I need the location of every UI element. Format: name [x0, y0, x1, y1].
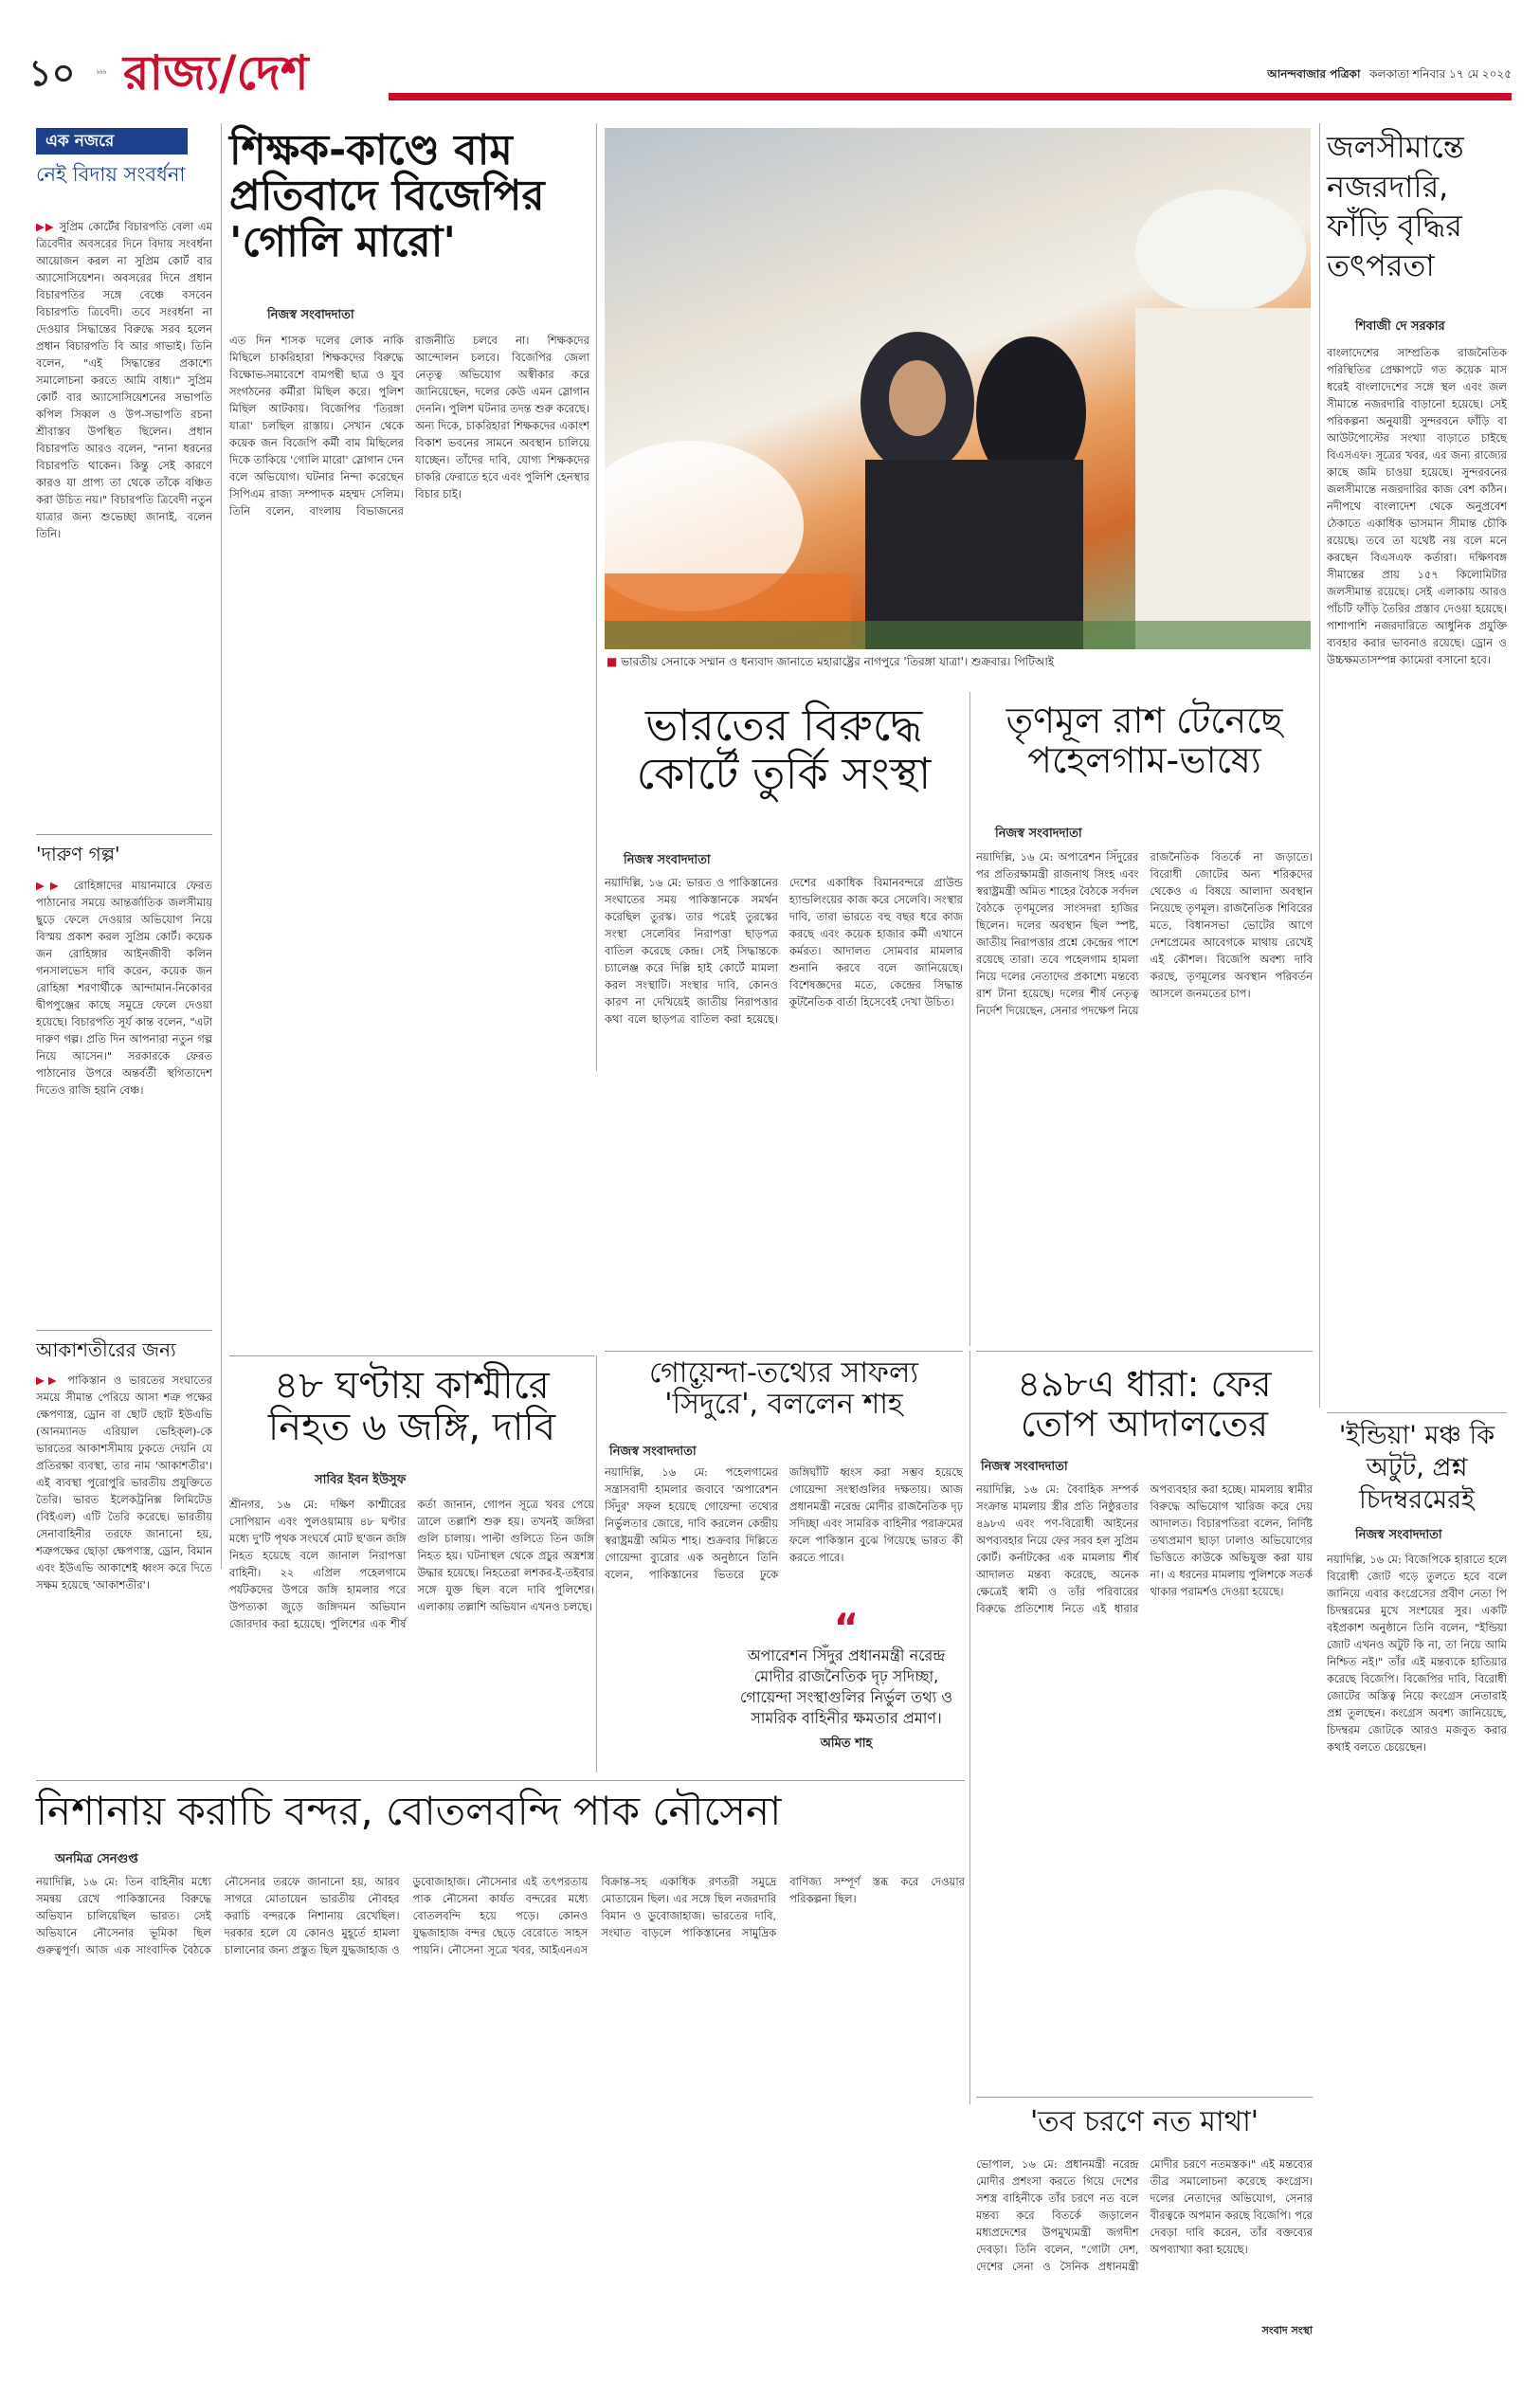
story-498a — [976, 1365, 1313, 1782]
story-headline: ৪৮ ঘণ্টায় কাশ্মীরে নিহত ৬ জঙ্গি, দাবি — [267, 1364, 556, 1449]
sidebar-item1-body — [36, 218, 212, 825]
story-headline: 'ইন্ডিয়া' মঞ্চ কি অটুট, প্রশ্ন চিদম্বরমেরই — [1338, 1421, 1495, 1515]
sidebar-item3-title: আকাশতীরের জন্য — [36, 1338, 176, 1361]
story-body: নয়াদিল্লি, ১৬ মে: বৈবাহিক সম্পর্ক সংক্রান্ত মামলায় স্ত্রীর প্রতি নিষ্ঠুরতার ৪৯৮এ এবং পণ-বিরোধী আইনের অপব্যবহার নিয়ে ফের সরব হল সুপ্রিম কোর্ট। কর্নাটকের এক মামলায় শীর্ষ আদালত মন্তব্য করেছে, অনেক ক্ষেত্রেই স্বামী ও তাঁর পরিবারের বিরুদ্ধে প্রতিশোধ নিতে এই ধারার অপব্যবহার করা হচ্ছে। মামলায় স্বামীর বিরুদ্ধে অভিযোগ খারিজ করে দেয় আদালত। বিচারপতিরা বলেন, নির্দিষ্ট তথ্যপ্রমাণ ছাড়া ঢালাও অভিযোগের ভিত্তিতে কাউকে অভিযুক্ত করা যায় না। এ ধরনের মামলায় পুলিশকে সতর্ক থাকার পরামর্শও দেওয়া হয়েছে। — [976, 1482, 1313, 1615]
divider — [976, 1351, 1313, 1352]
story-modi — [976, 2106, 1313, 2343]
divider — [36, 1780, 965, 1781]
column-rule — [969, 692, 970, 1346]
story-tmc — [976, 692, 1313, 1346]
column-rule — [596, 123, 597, 1071]
date-line-box — [1267, 66, 1512, 85]
pullquote-text: অপারেশন সিঁদুর প্রধানমন্ত্রী নরেন্দ্র মোদীর রাজনৈতিক দৃঢ় সদিচ্ছা, গোয়েন্দা সংস্থাগুলির নির্ভুল তথ্য ও সামরিক বাহিনীর ক্ষমতার প্রমাণ। — [739, 1646, 953, 1727]
story-body: এত দিন শাসক দলের লোক নাকি মিছিলে চাকরিহারা শিক্ষকদের বিরুদ্ধে বিক্ষোভ-সমাবেশে বামপন্থী ছাত্র ও যুব সংগঠনের কর্মীরা মিছিল করে। পুলিশ মিছিল আটকায়। বিজেপির 'তিরঙ্গা যাত্রা' চলছিল রাস্তায়। সেখান থেকে কয়েক জন বিজেপি কর্মী বাম মিছিলের দিকে তাকিয়ে 'গোলি মারো' স্লোগান দেন বলে অভিযোগ। ঘটনার নিন্দা করেছেন সিপিএম রাজ্য সম্পাদক মহম্মদ সেলিম। তিনি বলেন, বাংলায় বিভাজনের রাজনীতি চলবে না। শিক্ষকদের আন্দোলন চলবে। বিজেপির জেলা নেতৃত্ব অভিযোগ অস্বীকার করে জানিয়েছেন, দলের কেউ এমন স্লোগান দেননি। পুলিশ ঘটনার তদন্ত শুরু করেছে। অন্য দিকে, চাকরিহারা শিক্ষকদের একাংশ বিকাশ ভবনের সামনে অবস্থান চালিয়ে যাচ্ছেন। তাঁদের দাবি, যোগ্য শিক্ষকদের চাকরি ফেরাতে হবে এবং পুলিশি হেনস্থার বিচার চাই। — [229, 334, 589, 518]
sidebar-item1-title: নেই বিদায় সংবর্ধনা — [36, 163, 186, 186]
photo-caption — [607, 654, 1308, 673]
column-rule — [596, 1355, 597, 1773]
story-kashmir — [229, 1365, 594, 1773]
story-karachi — [36, 1790, 965, 2339]
pullquote-attribution: অমিত শাহ — [820, 1736, 873, 1751]
divider — [229, 1355, 594, 1356]
story-headline: শিক্ষক-কাণ্ডে বাম প্রতিবাদে বিজেপির 'গোলি মারো' — [229, 126, 545, 266]
rally-photo — [605, 128, 1311, 649]
story-byline: সাবির ইবন ইউসুফ — [315, 1473, 407, 1487]
story-body: ভোপাল, ১৬ মে: প্রধানমন্ত্রী নরেন্দ্র মোদীর প্রশংসা করতে গিয়ে দেশের সশস্ত্র বাহিনীকে তাঁর চরণে নত বলে মন্তব্য করে বিতর্কে জড়ালেন মধ্যপ্রদেশের উপমুখ্যমন্ত্রী জগদীশ দেবড়া। তিনি বলেন, "গোটা দেশ, দেশের সেনা ও সৈনিক প্রধানমন্ত্রী মোদীর চরণে নতমস্তক।" এই মন্তব্যের তীব্র সমালোচনা করেছে কংগ্রেস। দলের নেতাদের অভিযোগ, সেনার বীরত্বকে অপমান করছে বিজেপি। পরে দেবড়া দাবি করেন, তাঁর বক্তব্যের অপব্যাখ্যা করা হয়েছে। — [976, 2157, 1313, 2273]
story-headline: নিশানায় করাচি বন্দর, বোতলবন্দি পাক নৌসেনা — [36, 1788, 782, 1834]
sidebar — [36, 128, 212, 1591]
story-body: বাংলাদেশের সাম্প্রতিক রাজনৈতিক পরিস্থিতির প্রেক্ষাপটে গত কয়েক মাস ধরেই বাংলাদেশের সঙ্গে স্থল এবং জল সীমান্তে নজরদারি বাড়ানো হয়েছে। সেই পরিকল্পনা অনুযায়ী সুন্দরবনে ফাঁড়ি বা আউটপোস্টের সংখ্যা বাড়াতে চাইছে বিএসএফ। সূত্রের খবর, এর জন্য রাজ্যের কাছে জমি চাওয়া হয়েছে। সুন্দরবনের জলসীমান্তে নজরদারির কাজ বেশ কঠিন। নদীপথে বাংলাদেশ থেকে অনুপ্রবেশ ঠেকাতে একাধিক ভাসমান সীমান্ত চৌকি রয়েছে। তবে তা যথেষ্ট নয় বলে মনে করছেন বিএসএফ কর্তারা। দক্ষিণবঙ্গ সীমান্তের প্রায় ১৫৭ কিলোমিটার জলসীমান্ত রয়েছে। সেই এলাকায় আরও পাঁচটি ফাঁড়ি তৈরির প্রস্তাব দেওয়া হয়েছে। পাশাপাশি নজরদারিতে আধুনিক প্রযুক্তি ব্যবহার করার ভাবনাও রয়েছে। ড্রোন ও উচ্চক্ষমতাসম্পন্ন ক্যামেরা বসানো হবে। — [1327, 346, 1507, 666]
sidebar-item2-title: 'দারুণ গল্প' — [36, 843, 120, 865]
sidebar-item1-text: সুপ্রিম কোর্টের বিচারপতি বেলা এম ত্রিবেদীর অবসরের দিনে বিদায় সংবর্ধনা আয়োজন করল না সুপ্রিম কোর্ট বার অ্যাসোসিয়েশন। অবসরের দিনে প্রধান বিচারপতির সঙ্গে বেঞ্চে বসবেন বিচারপতি ত্রিবেদী। তবে সংবর্ধনা না দেওয়ার সিদ্ধান্তের বিরুদ্ধে সরব হলেন প্রধান বিচারপতি বি আর গাভাই। তিনি বলেন, "এই সিদ্ধান্তের প্রকাশ্যে সমালোচনা করতে আমি বাধ্য।" সুপ্রিম কোর্ট বার অ্যাসোসিয়েশনের সভাপতি কপিল সিব্বল ও উপ-সভাপতি রচনা শ্রীবাস্তব উপস্থিত ছিলেন। প্রধান বিচারপতি আরও বলেন, "নানা ধরনের বিচারপতি থাকেন। কিন্তু সেই কারণে কারও যা প্রাপ্য তা থেকে তাঁকে বঞ্চিত করা উচিত নয়।" বিচারপতি ত্রিবেদী নতুন যাত্রার জন্য শুভেচ্ছা জানাই, বলেন তিনি। — [36, 220, 212, 540]
sidebar-item2-body — [36, 877, 212, 1322]
divider — [36, 1330, 212, 1331]
masthead — [28, 38, 1512, 104]
story-india-bloc — [1327, 1420, 1507, 2292]
story-headline: জলসীমান্তে নজরদারি, ফাঁড়ি বৃদ্ধির তৎপরতা — [1327, 129, 1464, 283]
story-byline: নিজস্ব সংবাদদাতা — [267, 308, 354, 322]
date-line: কলকাতা শনিবার ১৭ মে ২০২৫ — [1369, 67, 1512, 81]
story-headline: গোয়েন্দা-তথ্যের সাফল্য 'সিঁদুরে', বললেন শাহ — [648, 1356, 919, 1421]
story-body: নয়াদিল্লি, ১৬ মে: অপারেশন সিঁদুরের পর প্রতিরক্ষামন্ত্রী রাজনাথ সিংহ এবং স্বরাষ্ট্রমন্ত্রী অমিত শাহের বৈঠকে সর্বদল বৈঠকে তৃণমূলের সাংসদরা হাজির ছিলেন। দলের অবস্থান ছিল স্পষ্ট, জাতীয় নিরাপত্তার প্রশ্নে কেন্দ্রের পাশে রয়েছে তারা। তবে পহেলগাম হামলা নিয়ে দলের নেতাদের প্রকাশ্যে মন্তব্যে রাশ টানা হয়েছে। দলের শীর্ষ নেতৃত্ব নির্দেশ দিয়েছেন, সেনার পদক্ষেপ নিয়ে রাজনৈতিক বিতর্কে না জড়াতে। বিরোধী জোটের অন্য শরিকদের থেকেও এ বিষয়ে আলাদা অবস্থান নিয়েছে তৃণমূল। রাজনৈতিক শিবিরের মতে, বিধানসভা ভোটের আগে দেশপ্রেমের আবেগকে মাথায় রেখেই এই কৌশল। বিজেপি অবশ্য দাবি করছে, তৃণমূলের অবস্থান পরিবর্তন আসলে জনমতের চাপ। — [976, 850, 1313, 1017]
divider — [36, 834, 212, 835]
column-rule — [1319, 123, 1320, 1408]
story-byline: শিবাজী দে সরকার — [1355, 319, 1445, 334]
story-byline: নিজস্ব সংবাদদাতা — [995, 827, 1082, 841]
bullet-icon: ▶▶ — [36, 1373, 61, 1387]
photo-illustration — [605, 128, 1311, 649]
bullet-icon: ▶▶ — [36, 220, 55, 233]
divider — [1327, 1412, 1507, 1413]
pullquote — [737, 1607, 955, 1773]
story-headline: 'তব চরণে নত মাথা' — [1029, 2105, 1259, 2138]
divider — [605, 1351, 963, 1352]
story-body: শ্রীনগর, ১৬ মে: দক্ষিণ কাশ্মীরের সোপিয়ান এবং পুলওয়ামায় ৪৮ ঘণ্টার মধ্যে দু'টি পৃথক সংঘর্ষে মোট ছ'জন জঙ্গি নিহত হয়েছে বলে জানাল নিরাপত্তা বাহিনী। ২২ এপ্রিল পহেলগামে পর্যটকদের উপরে জঙ্গি হামলার পরে উপত্যকা জুড়ে জঙ্গিদমন অভিযান জোরদার করা হয়েছে। পুলিশের এক শীর্ষ কর্তা জানান, গোপন সূত্রে খবর পেয়ে ত্রালে তল্লাশি শুরু হয়। তখনই জঙ্গিরা গুলি চালায়। পাল্টা গুলিতে তিন জঙ্গি নিহত হয়। ঘটনাস্থল থেকে প্রচুর অস্ত্রশস্ত্র উদ্ধার হয়েছে। নিহতেরা লশকর-ই-তইবার সঙ্গে যুক্ত ছিল বলে দাবি পুলিশের। এলাকায় তল্লাশি অভিযান এখনও চলছে। — [229, 1498, 594, 1630]
sidebar-tag: এক নজরে — [36, 128, 188, 155]
sidebar-item3-text: পাকিস্তান ও ভারতের সংঘাতের সময়ে সীমান্ত পেরিয়ে আসা শত্রু পক্ষের ক্ষেপণাস্ত্র, ড্রোন বা ছোট ছোট ইউএভি (আনম্যানড এরিয়াল ভেহিক্‌ল)-কে ভারতের আকাশসীমায় ঢুকতে দেয়নি যে প্রতিরক্ষা ব্যবস্থা, তার নাম 'আকাশতীর'। এই ব্যবস্থা পুরোপুরি ভারতীয় প্রযুক্তিতে তৈরি। ভারত ইলেকট্রনিক্স লিমিটেড (বিইএল) এটি তৈরি করেছে। ভারতীয় সেনাবাহিনীর তরফে জানানো হয়, শত্রুপক্ষের ছোড়া ক্ষেপণাস্ত্র, ড্রোন, বিমান এবং ইউএভি আকাশেই ধ্বংস করে দিতে সক্ষম হয়েছে 'আকাশতীর'। — [36, 1373, 212, 1591]
small-tag: ৳৳৳ — [97, 68, 107, 76]
story-sindoor — [605, 1357, 963, 1774]
column-rule — [221, 123, 222, 1569]
story-body: নয়াদিল্লি, ১৬ মে: বিজেপিকে হারাতে হলে বিরোধী জোট গড়ে তুলতে হবে বলে জানিয়ে এবার কংগ্রেসের প্রবীণ নেতা পি চিদম্বরমের মুখে সংশয়ের সুর। একটি বইপ্রকাশ অনুষ্ঠানে তিনি বলেন, "ইন্ডিয়া জোট এখনও অটুট কি না, তা নিয়ে আমি নিশ্চিত নই।" তাঁর এই মন্তব্যকে হাতিয়ার করেছে বিজেপি। বিজেপির দাবি, বিরোধী জোটের অস্তিত্ব নিয়ে কংগ্রেস নেতারাই প্রশ্ন তুলছেন। কংগ্রেস অবশ্য জানিয়েছে, চিদম্বরম জোটকে আরও মজবুত করার কথাই বলতে চেয়েছেন। — [1327, 1553, 1507, 1754]
story-byline: সংবাদ সংস্থা — [1261, 2324, 1313, 2337]
divider — [976, 2097, 1313, 2098]
story-bjp — [229, 128, 589, 1360]
sidebar-item3-body — [36, 1372, 212, 1646]
story-byline: অনমিত্র সেনগুপ্ত — [55, 1852, 138, 1866]
story-body: নয়াদিল্লি, ১৬ মে: তিন বাহিনীর মধ্যে সমন্বয় রেখে পাকিস্তানের বিরুদ্ধে অভিযান চালিয়েছিল ভারত। সেই অভিযানে নৌসেনার ভূমিকা ছিল গুরুত্বপূর্ণ। আজ এক সাংবাদিক বৈঠকে নৌসেনার তরফে জানানো হয়, আরব সাগরে মোতায়েন ভারতীয় নৌবহর করাচি বন্দরকে নিশানায় রেখেছিল। দরকার হলে যে কোনও মুহূর্তে হামলা চালানোর জন্য প্রস্তুত ছিল যুদ্ধজাহাজ ও ডুবোজাহাজ। নৌসেনার এই তৎপরতায় পাক নৌসেনা কার্যত বন্দরের মধ্যে বোতলবন্দি হয়ে পড়ে। কোনও যুদ্ধজাহাজ বন্দর ছেড়ে বেরোতে সাহস পায়নি। নৌসেনা সূত্রে খবর, আইএনএস বিক্রান্ত-সহ একাধিক রণতরী সমুদ্রে মোতায়েন ছিল। এর সঙ্গে ছিল নজরদারি বিমান ও ডুবোজাহাজ। ভারতের দাবি, সংঘাত বাড়লে পাকিস্তানের সামুদ্রিক বাণিজ্য সম্পূর্ণ স্তব্ধ করে দেওয়ার পরিকল্পনা ছিল। — [36, 1875, 965, 1956]
paper-name: আনন্দবাজার পত্রিকা — [1267, 67, 1361, 81]
bullet-icon: ▶▶ — [36, 879, 64, 892]
section-title: রাজ্য/দেশ — [123, 45, 309, 100]
story-headline: ৪৯৮এ ধারা: ফের তোপ আদালতের — [1017, 1363, 1272, 1445]
story-body: নয়াদিল্লি, ১৬ মে: পহেলগামের সন্ত্রাসবাদী হামলার জবাবে 'অপারেশন সিঁদুর' সফল হয়েছে গোয়েন্দা তথ্যের নির্ভুলতার জোরে, দাবি করলেন কেন্দ্রীয় স্বরাষ্ট্রমন্ত্রী অমিত শাহ। শুক্রবার দিল্লিতে গোয়েন্দা ব্যুরোর এক অনুষ্ঠানে তিনি বলেন, পাকিস্তানের ভিতরে ঢুকে জঙ্গিঘাঁটি ধ্বংস করা সম্ভব হয়েছে গোয়েন্দা সংস্থাগুলির দক্ষতায়। আজ প্রধানমন্ত্রী নরেন্দ্র মোদীর রাজনৈতিক দৃঢ় সদিচ্ছা এবং সামরিক বাহিনীর পরাক্রমের ফলে পাকিস্তান বুঝে গিয়েছে ভারত কী করতে পারে। — [605, 1465, 963, 1581]
story-border — [1327, 128, 1507, 1408]
story-byline: নিজস্ব সংবাদদাতা — [624, 853, 711, 867]
caption-text: ভারতীয় সেনাকে সম্মান ও ধন্যবাদ জানাতে মহারাষ্ট্রের নাগপুরে 'তিরঙ্গা যাত্রা'। শুক্রবার। পিটিআই — [621, 655, 1055, 668]
story-turkey — [605, 692, 963, 1346]
story-byline: নিজস্ব সংবাদদাতা — [981, 1460, 1068, 1474]
story-headline: ভারতের বিরুদ্ধে কোর্টে তুর্কি সংস্থা — [636, 700, 932, 799]
column-rule — [969, 1351, 970, 2104]
sidebar-item2-text: রোহিঙ্গাদের মায়ানমারে ফেরত পাঠানোর সময়ে আন্তর্জাতিক জলসীমায় ছুড়ে ফেলে দেওয়ার অভিযোগ নিয়ে বিস্ময় প্রকাশ করল সুপ্রিম কোর্ট। কয়েক জন রোহিঙ্গার আইনজীবী কলিন গনসালভেস দাবি করেন, কয়েক জন রোহিঙ্গা শরণার্থীকে আন্দামান-নিকোবর দ্বীপপুঞ্জের কাছে সমুদ্রে ফেলে দেওয়া হয়েছে। বিচারপতি সূর্য কান্ত বলেন, "এটা দারুণ গল্প। প্রতি দিন আপনারা নতুন গল্প নিয়ে আসেন।" সরকারকে ফেরত পাঠানোর উপরে অন্তর্বর্তী স্থগিতাদেশ দিতেও রাজি হয়নি বেঞ্চ। — [36, 879, 212, 1097]
page-number: ১০ — [28, 52, 76, 94]
caption-marker-icon: ■ — [607, 655, 618, 668]
quote-icon: “ — [833, 1607, 860, 1650]
story-body: নয়াদিল্লি, ১৬ মে: ভারত ও পাকিস্তানের সংঘাতের সময় পাকিস্তানকে সমর্থন করেছিল তুরস্ক। তার পরেই তুরস্কের সংস্থা সেলেবির নিরাপত্তা ছাড়পত্র বাতিল করেছে কেন্দ্র। সেই সিদ্ধান্তকে চ্যালেঞ্জ করে দিল্লি হাই কোর্টে মামলা করল সংস্থাটি। সংস্থার দাবি, কোনও কারণ না দেখিয়েই জাতীয় নিরাপত্তার কথা বলে ছাড়পত্র বাতিল করা হয়েছে। দেশের একাধিক বিমানবন্দরে গ্রাউন্ড হ্যান্ডলিংয়ের কাজ করে সেলেবি। সংস্থার দাবি, তারা ভারতে বহু বছর ধরে কাজ করছে এবং কয়েক হাজার কর্মী এখানে কর্মরত। আদালত সোমবার মামলার শুনানি করবে বলে জানিয়েছে। বিশেষজ্ঞদের মতে, কেন্দ্রের সিদ্ধান্ত কূটনৈতিক বার্তা হিসেবেই দেখা উচিত। — [605, 876, 963, 1026]
story-headline: তৃণমূল রাশ টেনেছে পহেলগাম-ভাষ্যে — [1006, 700, 1283, 781]
story-byline: নিজস্ব সংবাদদাতা — [1355, 1528, 1442, 1542]
masthead-rule — [389, 93, 1512, 100]
story-byline: নিজস্ব সংবাদদাতা — [609, 1445, 697, 1459]
